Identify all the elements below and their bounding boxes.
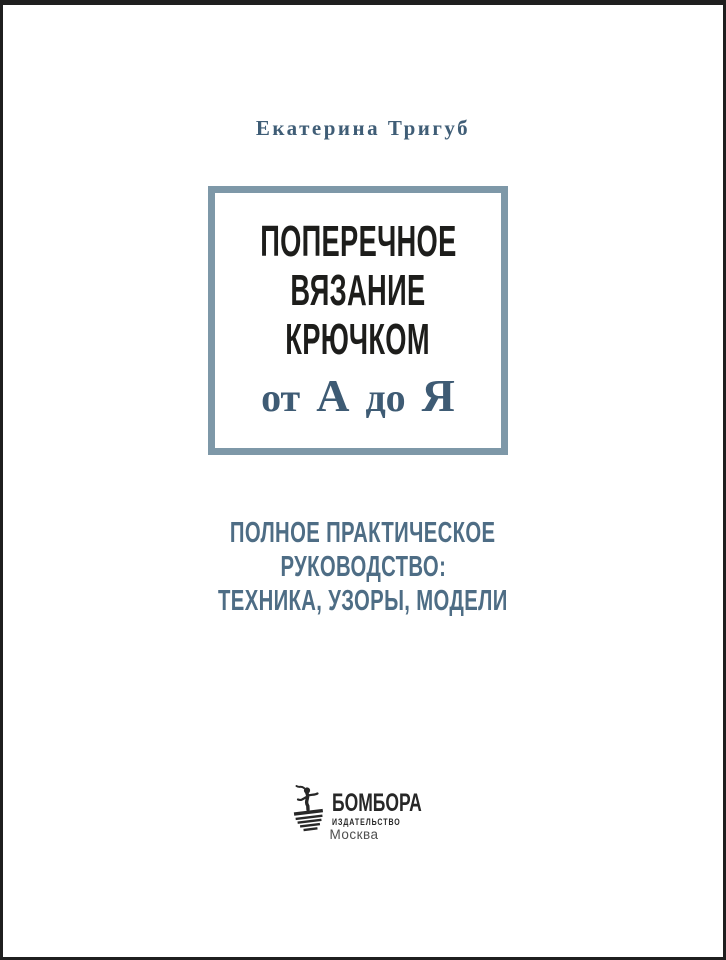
- subtitle-text: ПОЛНОЕ ПРАКТИЧЕСКОЕ: [230, 517, 496, 549]
- publisher-name: БОМБОРА: [332, 789, 422, 817]
- publisher-text-block: [332, 784, 460, 827]
- title-range-line: [255, 372, 461, 424]
- publisher-descriptor: ИЗДАТЕЛЬСТВО: [332, 817, 401, 827]
- range-from-word: от: [261, 375, 301, 420]
- title-line-3: [241, 315, 474, 364]
- title-text: ВЯЗАНИЕ: [290, 266, 426, 315]
- subtitle-line-2: [3, 550, 723, 584]
- subtitle-text: ТЕХНИКА, УЗОРЫ, МОДЕЛИ: [218, 585, 508, 617]
- title-text: КРЮЧКОМ: [285, 315, 431, 364]
- title-text: ПОПЕРЕЧНОЕ: [259, 217, 457, 266]
- title-frame: [208, 186, 508, 455]
- subtitle-text: РУКОВОДСТВО:: [280, 551, 446, 583]
- publisher-city: Москва: [329, 827, 379, 842]
- bombora-surfer-on-books-icon: [293, 784, 327, 832]
- author-name: Екатерина Тригуб: [255, 116, 471, 140]
- title-line-2: [249, 266, 467, 315]
- publisher-logo: [293, 784, 422, 832]
- title-line-1: [200, 217, 517, 266]
- subtitle-line-1: [3, 516, 723, 550]
- range-to-word: до: [365, 375, 406, 420]
- range-letter-ya: Я: [421, 370, 455, 421]
- subtitle-line-3: [3, 584, 723, 618]
- subtitle: [3, 516, 723, 618]
- range-letter-a: А: [316, 370, 350, 421]
